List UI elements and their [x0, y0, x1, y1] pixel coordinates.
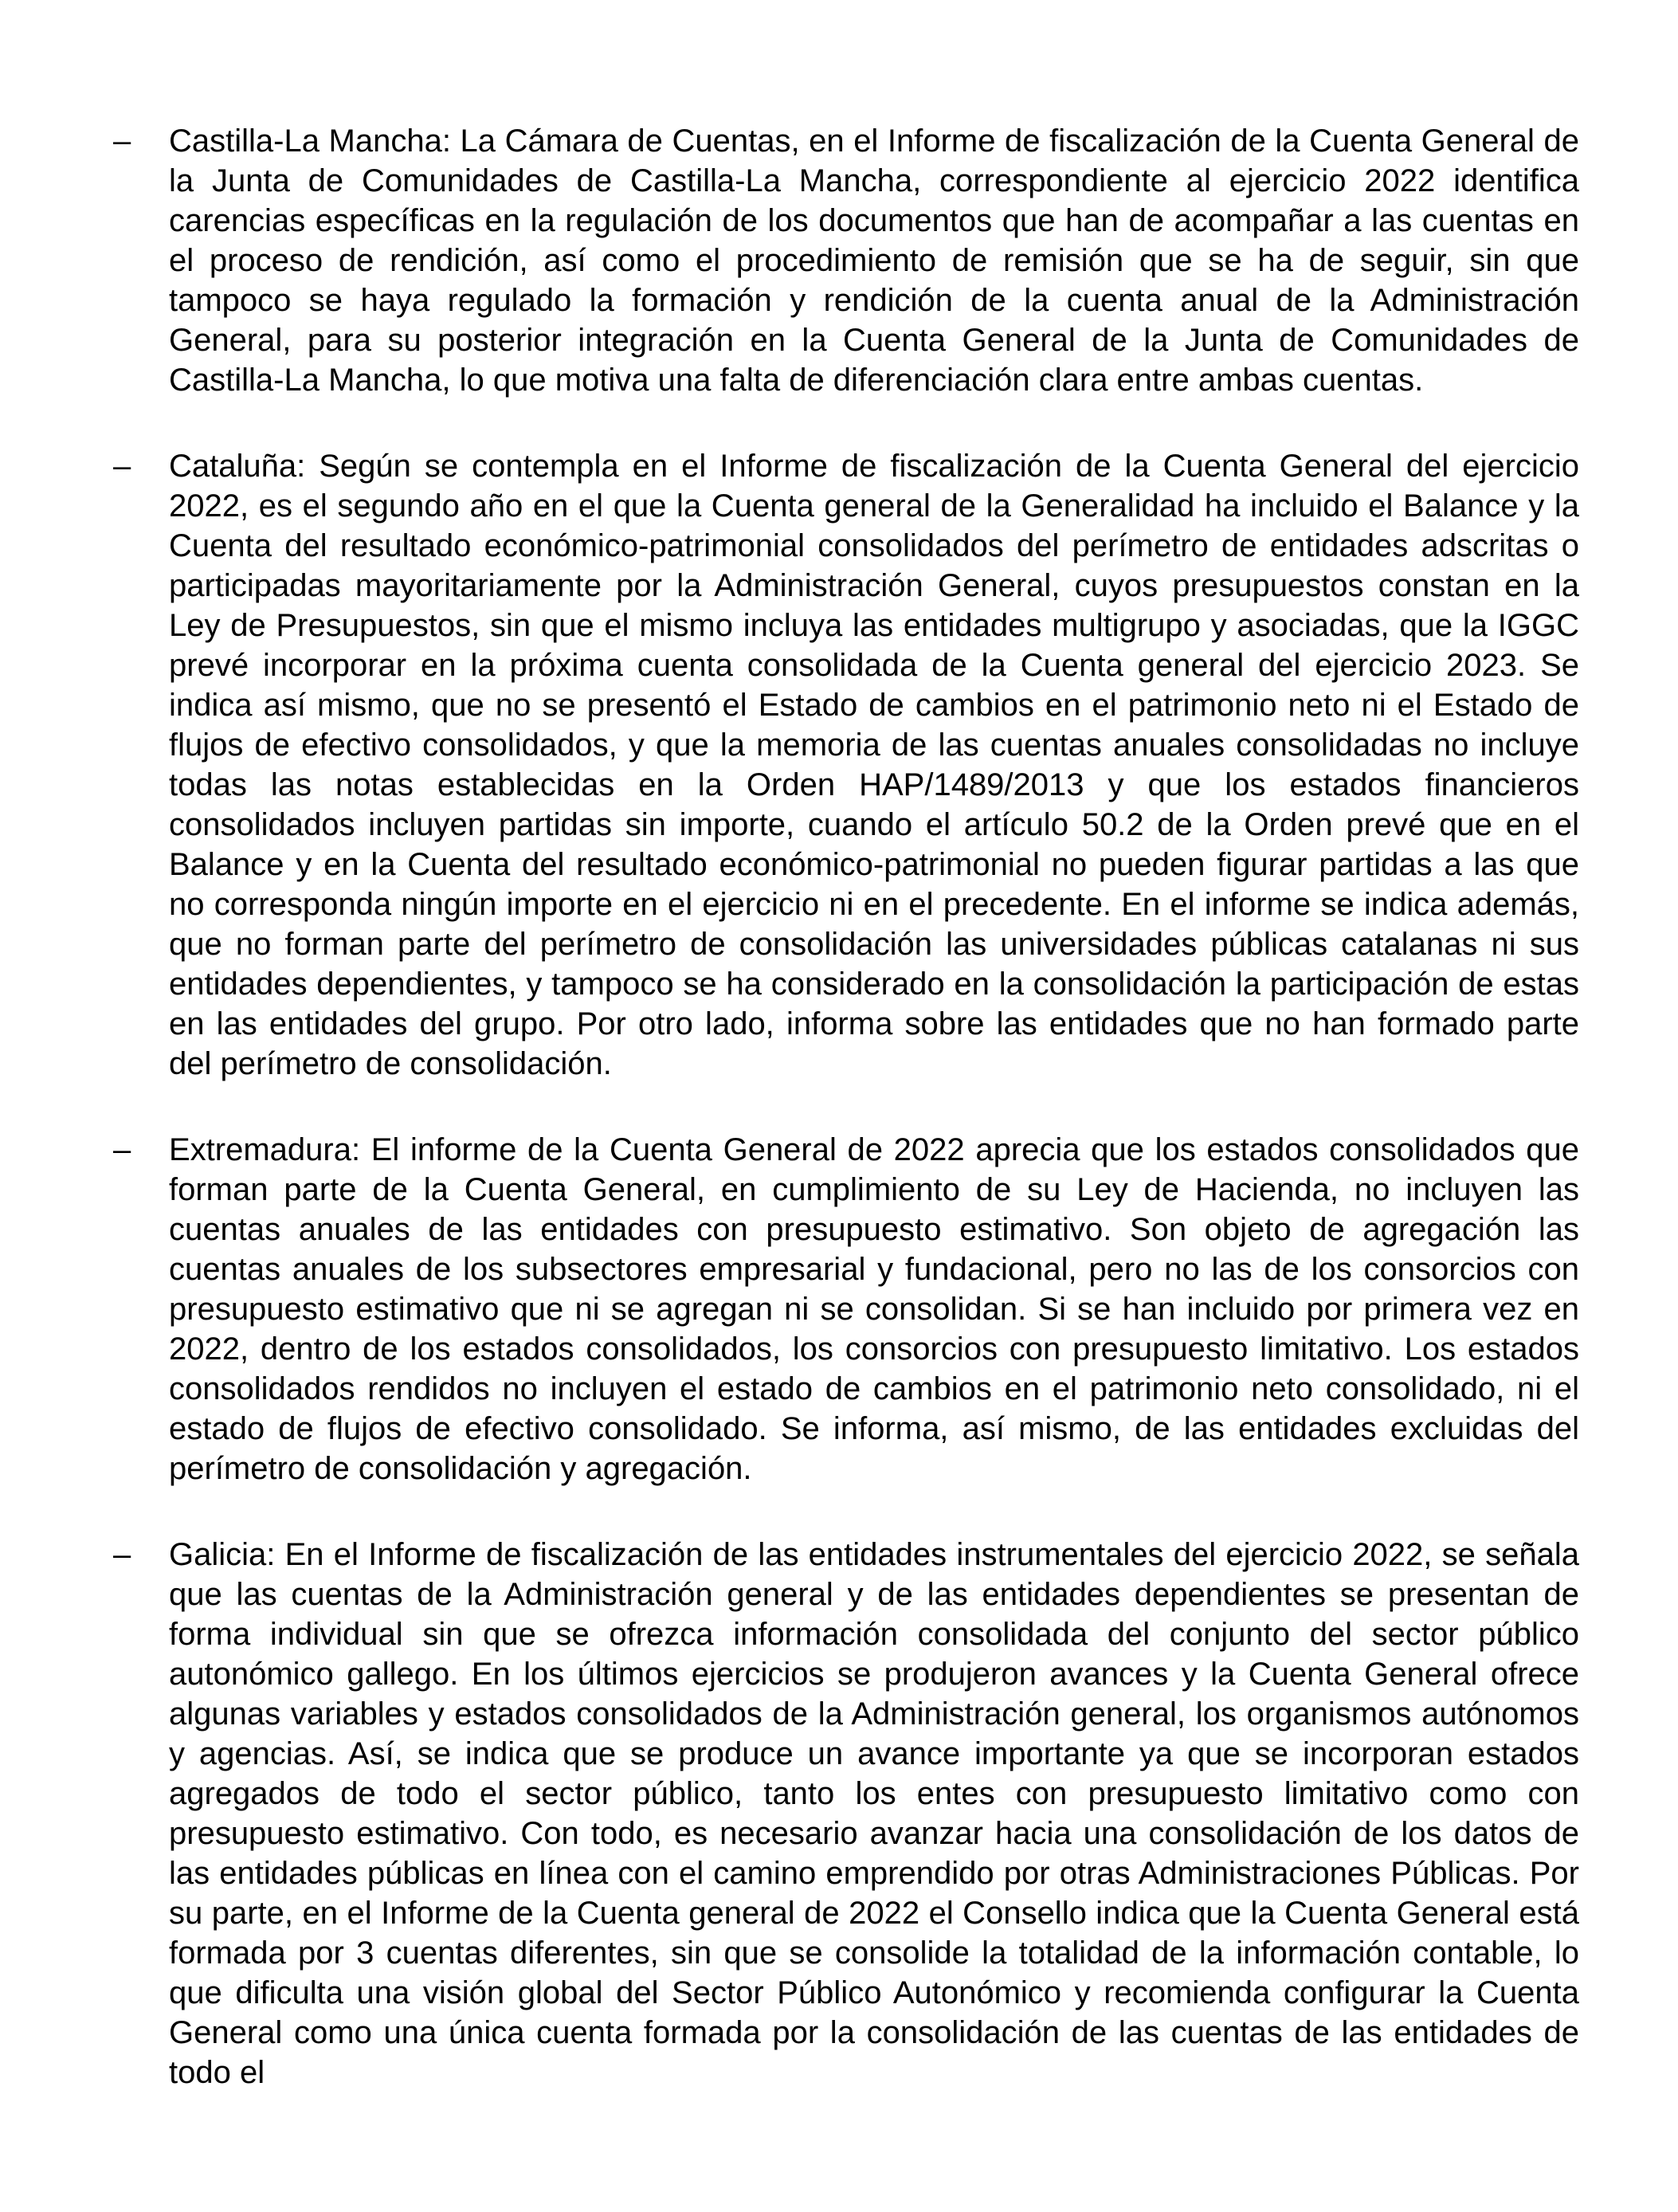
dash-bullet: –	[113, 1132, 131, 1167]
list-item-galicia	[113, 1535, 1579, 2092]
paragraph-cataluna: Cataluña: Según se contempla en el Informe de fiscalización de la Cuenta General del ejercicio 2022, es el segundo año en el que la Cuenta general de la Generalidad ha incluido el Balance y la Cuenta del resultado económico-patrimonial consolidados del perímetro de entidades adscritas o participadas mayoritariamente por la Administración General, cuyos presupuestos constan en la Ley de Presupuestos, sin que el mismo incluya las entidades multigrupo y asociadas, que la IGGC prevé incorporar en la próxima cuenta consolidada de la Cuenta general del ejercicio 2023. Se indica así mismo, que no se presentó el Estado de cambios en el patrimonio neto ni el Estado de flujos de efectivo consolidados, y que la memoria de las cuentas anuales consolidadas no incluye todas las notas establecidas en la Orden HAP/1489/2013 y que los estados financieros consolidados incluyen partidas sin importe, cuando el artículo 50.2 de la Orden prevé que en el Balance y en la Cuenta del resultado económico-patrimonial no pueden figurar partidas a las que no corresponda ningún importe en el ejercicio ni en el precedente. En el informe se indica además, que no forman parte del perímetro de consolidación las universidades públicas catalanas ni sus entidades dependientes, y tampoco se ha considerado en la consolidación la participación de estas en las entidades del grupo. Por otro lado, informa sobre las entidades que no han formado parte del perímetro de consolidación.	[169, 449, 1579, 1081]
dash-bullet: –	[113, 1537, 131, 1572]
paragraph-castilla-la-mancha: Castilla-La Mancha: La Cámara de Cuentas, en el Informe de fiscalización de la Cuenta General de la Junta de Comunidades de Castilla-La Mancha, correspondiente al ejercicio 2022 identifica carencias específicas en la regulación de los documentos que han de acompañar a las cuentas en el proceso de rendición, así como el procedimiento de remisión que se ha de seguir, sin que tampoco se haya regulado la formación y rendición de la cuenta anual de la Administración General, para su posterior integración en la Cuenta General de la Junta de Comunidades de Castilla-La Mancha, lo que motiva una falta de diferenciación clara entre ambas cuentas.	[169, 124, 1579, 398]
paragraph-extremadura: Extremadura: El informe de la Cuenta General de 2022 aprecia que los estados consolidados que forman parte de la Cuenta General, en cumplimiento de su Ley de Hacienda, no incluyen las cuentas anuales de las entidades con presupuesto estimativo. Son objeto de agregación las cuentas anuales de los subsectores empresarial y fundacional, pero no las de los consorcios con presupuesto estimativo que ni se agregan ni se consolidan. Si se han incluido por primera vez en 2022, dentro de los estados consolidados, los consorcios con presupuesto limitativo. Los estados consolidados rendidos no incluyen el estado de cambios en el patrimonio neto consolidado, ni el estado de flujos de efectivo consolidado. Se informa, así mismo, de las entidades excluidas del perímetro de consolidación y agregación.	[169, 1132, 1579, 1486]
list-item-extremadura	[113, 1130, 1579, 1488]
list-item-cataluna	[113, 446, 1579, 1084]
paragraph-galicia: Galicia: En el Informe de fiscalización de las entidades instrumentales del ejercicio 2022, se señala que las cuentas de la Administración general y de las entidades dependientes se presentan de forma individual sin que se ofrezca información consolidada del conjunto del sector público autonómico gallego. En los últimos ejercicios se produjeron avances y la Cuenta General ofrece algunas variables y estados consolidados de la Administración general, los organismos autónomos y agencias. Así, se indica que se produce un avance importante ya que se incorporan estados agregados de todo el sector público, tanto los entes con presupuesto limitativo como con presupuesto estimativo. Con todo, es necesario avanzar hacia una consolidación de los datos de las entidades públicas en línea con el camino emprendido por otras Administraciones Públicas. Por su parte, en el Informe de la Cuenta general de 2022 el Consello indica que la Cuenta General está formada por 3 cuentas diferentes, sin que se consolide la totalidad de la información contable, lo que dificulta una visión global del Sector Público Autonómico y recomienda configurar la Cuenta General como una única cuenta formada por la consolidación de las cuentas de las entidades de todo el	[169, 1537, 1579, 2090]
dash-bullet: –	[113, 124, 131, 159]
list-item-castilla-la-mancha	[113, 121, 1579, 400]
bullet-list	[113, 121, 1579, 2139]
dash-bullet: –	[113, 449, 131, 484]
